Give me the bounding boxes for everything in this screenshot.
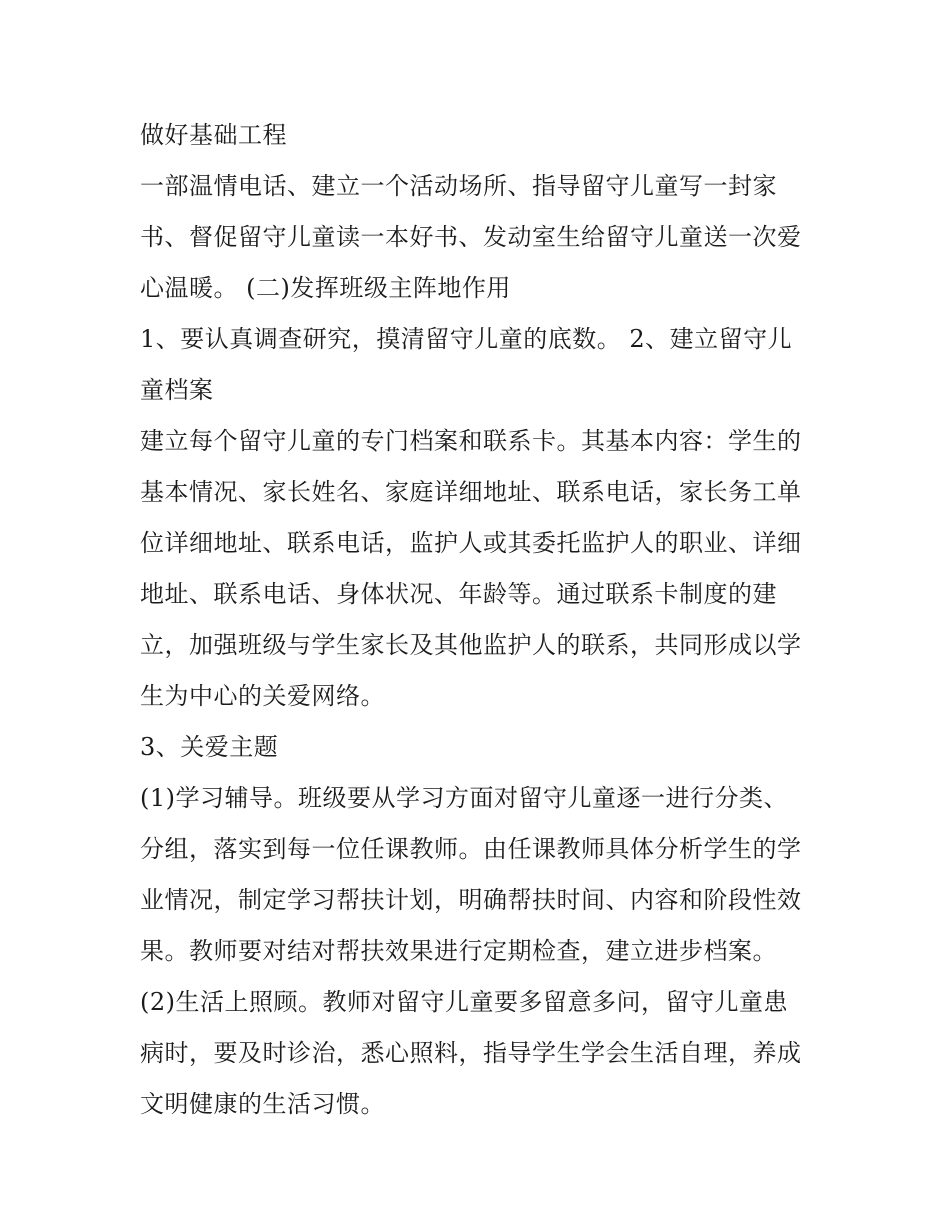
text-line: 位详细地址、联系电话，监护人或其委托监护人的职业、详细 xyxy=(140,529,802,557)
text-line: 地址、联系电话、身体状况、年龄等。通过联系卡制度的建 xyxy=(140,580,777,608)
text-line: 书、督促留守儿童读一本好书、发动室生给留守儿童送一次爱 xyxy=(140,223,802,251)
text-line: 业情况，制定学习帮扶计划，明确帮扶时间、内容和阶段性效 xyxy=(140,886,802,914)
text-line: 1、要认真调查研究，摸清留守儿童的底数。 2、建立留守儿 xyxy=(140,325,793,353)
text-line: 果。教师要对结对帮扶效果进行定期检查，建立进步档案。 xyxy=(140,937,777,965)
text-line: (1)学习辅导。班级要从学习方面对留守儿童逐一进行分类、 xyxy=(140,784,788,812)
text-line: 童档案 xyxy=(140,376,214,404)
document-body xyxy=(140,110,820,1130)
text-line: 心温暖。 (二)发挥班级主阵地作用 xyxy=(140,274,511,302)
text-line: 生为中心的关爱网络。 xyxy=(140,682,385,710)
text-line: (2)生活上照顾。教师对留守儿童要多留意多问，留守儿童患 xyxy=(140,988,788,1016)
text-line: 建立每个留守儿童的专门档案和联系卡。其基本内容：学生的 xyxy=(140,427,802,455)
text-line: 基本情况、家长姓名、家庭详细地址、联系电话，家长务工单 xyxy=(140,478,802,506)
text-line: 一部温情电话、建立一个活动场所、指导留守儿童写一封家 xyxy=(140,172,777,200)
text-line: 做好基础工程 xyxy=(140,121,287,149)
text-line: 文明健康的生活习惯。 xyxy=(140,1090,385,1118)
text-line: 病时，要及时诊治，悉心照料，指导学生学会生活自理，养成 xyxy=(140,1039,802,1067)
text-line: 分组，落实到每一位任课教师。由任课教师具体分析学生的学 xyxy=(140,835,802,863)
text-line: 3、关爱主题 xyxy=(140,733,279,761)
text-line: 立，加强班级与学生家长及其他监护人的联系，共同形成以学 xyxy=(140,631,802,659)
